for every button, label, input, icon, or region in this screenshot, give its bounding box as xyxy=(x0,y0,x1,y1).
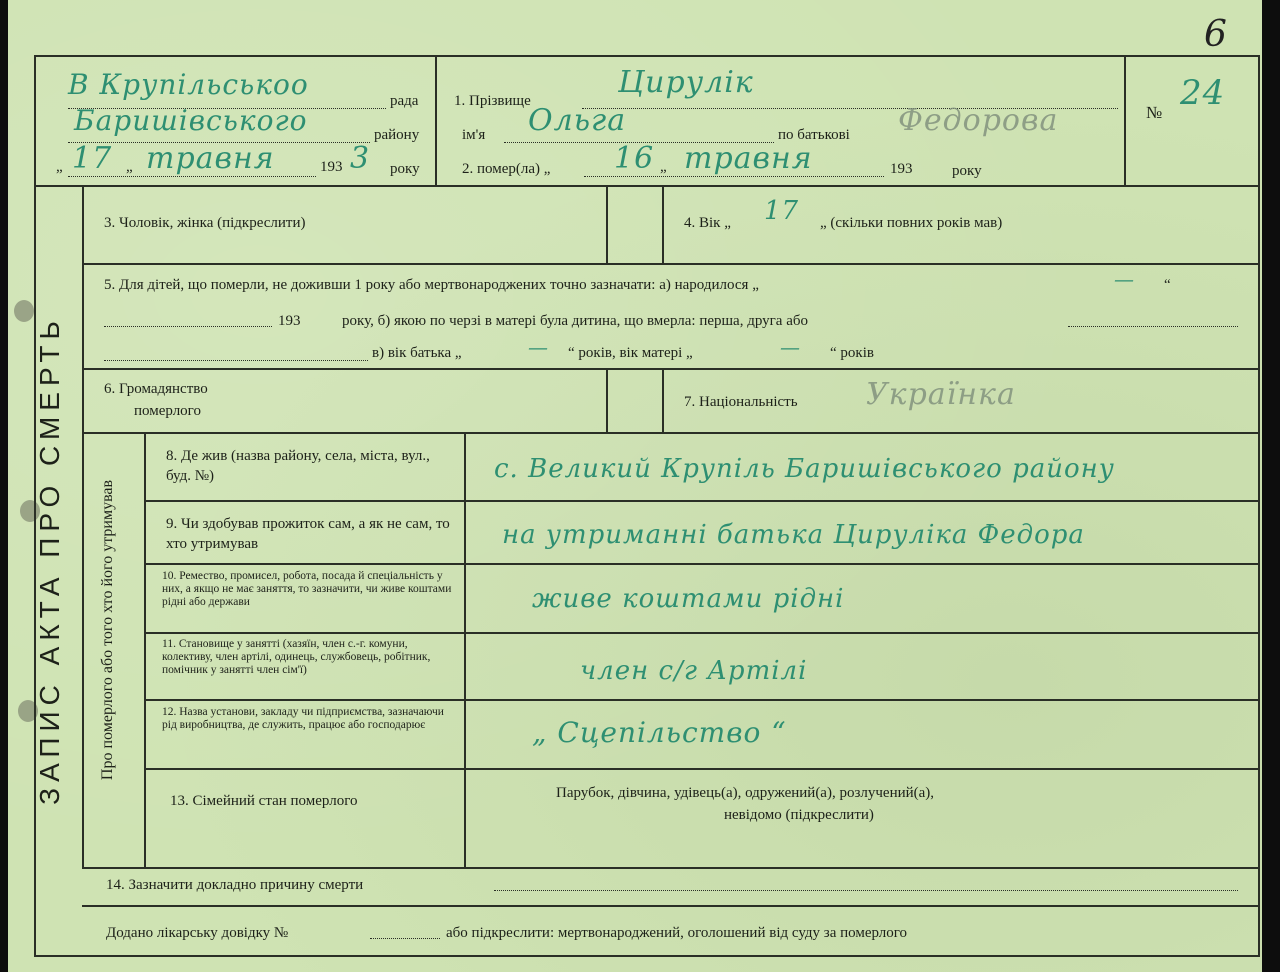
day-value: 17 xyxy=(72,141,113,176)
row14-label: 14. Зазначити докладно причину смерти xyxy=(106,877,364,893)
row4-label-b: „ (скільки повних років мав) xyxy=(820,215,1003,231)
patronymic-value: Федорова xyxy=(898,103,1059,138)
record-number-value: 24 xyxy=(1180,73,1226,113)
surname-value: Цирулік xyxy=(618,65,754,100)
patronymic-label: по батькові xyxy=(778,127,850,143)
name-label: ім'я xyxy=(462,127,486,143)
frame-bottom xyxy=(34,955,1260,957)
side-column-line xyxy=(82,185,84,867)
died-dotted-line xyxy=(584,176,884,177)
row4-bottom-line xyxy=(82,263,1260,265)
header-divider-1 xyxy=(435,55,437,185)
died-label: 2. помер(ла) „ xyxy=(462,161,551,177)
name-value: Ольга xyxy=(528,103,627,138)
district-label: району xyxy=(374,127,420,143)
employment-status-value: член с/г Артілі xyxy=(580,656,808,686)
died-day-value: 16 xyxy=(614,141,655,176)
row10-bottom-line xyxy=(144,632,1260,634)
date-mid-quote: „ xyxy=(126,159,133,175)
residence-value: с. Великий Крупіль Баришівського району xyxy=(494,454,1115,484)
row3-label: 3. Чоловік, жінка (підкреслити) xyxy=(104,215,306,231)
year-prefix: 193 xyxy=(320,159,343,175)
row5-line3-b: “ років, вік матері „ xyxy=(568,345,693,361)
row6-label: 6. Громадянство xyxy=(104,381,208,397)
date-dotted-line xyxy=(68,176,316,177)
livelihood-value: на утриманні батька Цируліка Федора xyxy=(502,520,1085,550)
header-bottom-line xyxy=(34,185,1260,187)
died-month-value: травня xyxy=(684,141,813,176)
year-label: року xyxy=(390,161,420,177)
row5-dotted-1 xyxy=(104,326,272,327)
row14-bottom-line xyxy=(82,905,1260,907)
subsection-divider xyxy=(144,432,146,867)
row5-dotted-3 xyxy=(104,360,368,361)
row7-divider xyxy=(662,368,664,432)
row5-bottom-line xyxy=(82,368,1260,370)
header-divider-2 xyxy=(1124,55,1126,185)
died-quote: „ xyxy=(660,159,667,175)
row5-dotted-2 xyxy=(1068,326,1238,327)
row5-line2-year: 193 xyxy=(278,313,301,329)
row8-bottom-line xyxy=(144,500,1260,502)
marital-options-line2: невідомо (підкреслити) xyxy=(724,807,874,823)
row5-line1: 5. Для дітей, що померли, не доживши 1 року або мертвонароджених точно зазначати: а) народилося „ xyxy=(104,277,759,293)
surname-label: 1. Прізвище xyxy=(454,93,531,109)
row9-label: 9. Чи здобував прожиток сам, а як не сам, то хто утримував xyxy=(166,516,450,552)
page-number: 6 xyxy=(1204,14,1227,55)
row6-label2: померлого xyxy=(134,403,201,419)
date-open-quote: „ xyxy=(56,159,63,175)
row12-label: 12. Назва установи, закладу чи підприємства, зазначаючи рід виробництва, де служить, працює або господарює xyxy=(162,706,444,731)
record-number-label: № xyxy=(1146,103,1163,122)
death-record-form xyxy=(8,0,1262,972)
workplace-value: „ Сцепільство “ xyxy=(532,716,787,749)
row5-born-dash: — xyxy=(1114,267,1135,291)
month-value: травня xyxy=(146,141,275,176)
side-title: ЗАПИС АКТА ПРО СМЕРТЬ xyxy=(34,315,65,805)
died-year-label: року xyxy=(952,163,982,179)
row4-label-a: 4. Вік „ xyxy=(684,215,731,231)
died-year: 193 xyxy=(890,161,913,177)
marital-options-line1: Парубок, дівчина, удівець(а), одружений(а), розлучений(а), xyxy=(556,785,935,801)
punch-hole xyxy=(14,300,34,322)
frame-top xyxy=(34,55,1260,57)
row6-divider xyxy=(606,368,608,432)
row4-divider xyxy=(662,185,664,263)
row7-bottom-line xyxy=(82,432,1260,434)
row5-line2-rest: року, б) якою по черзі в матері була дитина, що вмерла: перша, друга або xyxy=(342,313,808,329)
row5-line3-c: “ років xyxy=(830,345,874,361)
row11-bottom-line xyxy=(144,699,1260,701)
row12-bottom-line xyxy=(144,768,1260,770)
cause-dotted-line xyxy=(494,890,1238,891)
row5-father-dash: — xyxy=(528,335,549,359)
row9-bottom-line xyxy=(144,563,1260,565)
footer-certificate-label: Додано лікарську довідку № xyxy=(106,925,289,941)
nationality-value: Українка xyxy=(866,377,1016,412)
row13-label: 13. Сімейний стан померлого xyxy=(170,793,358,809)
council-label: рада xyxy=(390,93,419,109)
footer-options-label: або підкреслити: мертвонароджений, оголошений від суду за померлого xyxy=(446,925,908,941)
council-value: В Крупільськоо xyxy=(68,68,309,101)
footer-dotted-line xyxy=(370,938,440,939)
row5-mother-dash: — xyxy=(780,335,801,359)
side-section-label: Про померлого або того хто його утримував xyxy=(99,479,116,781)
occupation-value: живе коштами рідні xyxy=(532,584,845,614)
row11-label: 11. Становище у занятті (хазяїн, член с.-г. комуни, колективу, член артілі, одинець, службовець, робітник, помічник у занятті член сім'ї) xyxy=(162,638,431,676)
age-value: 17 xyxy=(764,196,800,226)
row5-line1-end: “ xyxy=(1164,277,1171,293)
row10-label: 10. Ремество, промисел, робота, посада й спеціальність у них, а якщо не має заняття, то зазначити, чи живе коштами рідні або держави xyxy=(162,570,452,608)
row7-label: 7. Національність xyxy=(684,394,798,410)
frame-right xyxy=(1258,55,1260,957)
row13-bottom-line xyxy=(82,867,1260,869)
district-value: Баришівського xyxy=(74,104,308,137)
year-value: 3 xyxy=(350,141,371,176)
row5-line3-a: в) вік батька „ xyxy=(372,345,462,361)
row8-label: 8. Де жив (назва району, села, міста, вул., буд. №) xyxy=(166,448,430,484)
row3-divider xyxy=(606,185,608,263)
label-column-divider xyxy=(464,432,466,867)
